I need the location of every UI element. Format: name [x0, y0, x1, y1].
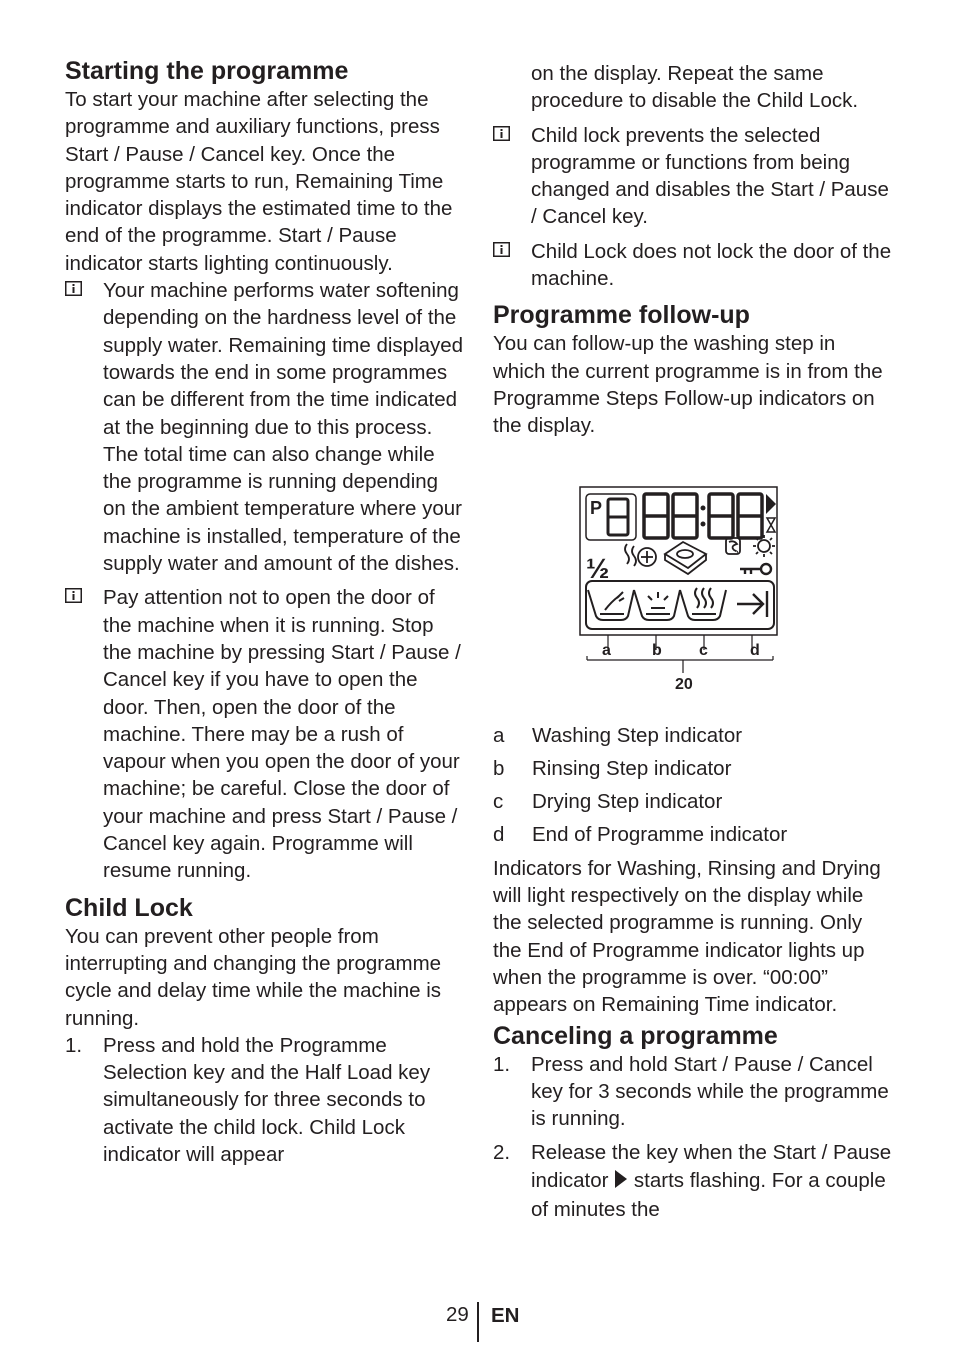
- starting-body: To start your machine after selecting the programme and auxiliary functions, press Start / Pause / Cancel key. Once the programme starts to run, Remaining Time indicator displays the estimated time to the end of the programme. Start / Pause indicator starts lighting continuously.: [65, 88, 453, 275]
- list-item: [65, 1032, 465, 1168]
- child-lock-body: You can prevent other people from interrupting and changing the programme cycle and delay time while the machine is running.: [65, 924, 442, 1030]
- display-panel-illustration: [493, 480, 893, 710]
- half-load-icon: ½: [586, 552, 610, 584]
- note: [65, 584, 465, 884]
- indicator-label-d: d: [750, 641, 760, 659]
- right-column: [493, 60, 893, 1223]
- legend-item: a Washing Step indicator: [493, 723, 743, 747]
- note-text: Pay attention not to open the door of the machine when it is running. Stop the machine by pressing Start / Pause / Cancel key if you have to open the door. Then, open the door of the machine. There may be a rush of vapour when you open the door of your machine; be careful. Close the door of your machine and press Start / Pause / Cancel key again. Programme will resume running.: [103, 586, 461, 883]
- indicator-number: 20: [675, 675, 693, 693]
- note-text: Child lock prevents the selected programme or functions from being changed and disables the Start / Pause / Cancel key.: [531, 123, 889, 229]
- legend-item: c Drying Step indicator: [493, 790, 723, 814]
- info-icon: [493, 126, 510, 141]
- continued-text: on the display. Repeat the same procedure to disable the Child Lock.: [531, 62, 859, 113]
- left-column: [65, 56, 465, 1168]
- indicators-text: Indicators for Washing, Rinsing and Drying will light respectively on the display while the selected programme is running. Only the End of Programme indicator lights up when the programme is over. “00:00” appears on Remaining Time indicator.: [493, 856, 881, 1017]
- follow-up-body: You can follow-up the washing step in which the current programme is in from the Programme Steps Follow-up indicators on the display.: [493, 332, 883, 438]
- indicator-label-b: b: [652, 641, 662, 659]
- list-item: 2. Release the key when the Start / Pause indicator starts flashing. For a couple of minutes the: [493, 1141, 892, 1222]
- indicator-label-a: a: [602, 641, 611, 659]
- info-icon: [493, 242, 510, 257]
- program-p-label: P: [590, 497, 603, 518]
- note: [65, 277, 465, 577]
- note-text: Your machine performs water softening depending on the hardness level of the supply water. Remaining time displayed towards the end in some programmes can be different from the time indicated at the beginning due to this process. The total time can also change while the programme is running depending on the ambient temperature where your machine is installed, temperature of the supply water and amount of the dishes.: [103, 279, 464, 576]
- info-icon: [65, 281, 82, 296]
- note: [493, 238, 893, 293]
- list-item: 1. Press and hold Start / Pause / Cancel key for 3 seconds while the programme is running.: [493, 1052, 889, 1131]
- legend-item: b Rinsing Step indicator: [493, 756, 732, 780]
- language-code: EN: [491, 1304, 520, 1327]
- play-icon: [614, 1169, 628, 1196]
- page-number: 29: [446, 1303, 469, 1326]
- starting-title: Starting the programme: [65, 57, 349, 85]
- list-number: 1.: [65, 1033, 83, 1057]
- follow-up-title: Programme follow-up: [493, 301, 750, 330]
- list-text: Press and hold the Programme Selection key and the Half Load key simultaneously for three seconds to activate the child lock. Child Lock indicator will appear: [103, 1033, 431, 1166]
- note: [493, 122, 893, 231]
- legend-list: [493, 722, 893, 849]
- display-diagram: [493, 480, 893, 710]
- footer-divider: [477, 1302, 479, 1342]
- legend-item: d End of Programme indicator: [493, 823, 788, 847]
- canceling-title: Canceling a programme: [493, 1021, 778, 1050]
- note-text: Child Lock does not lock the door of the machine.: [531, 239, 892, 291]
- child-lock-title: Child Lock: [65, 893, 193, 922]
- info-icon: [65, 588, 82, 603]
- indicator-label-c: c: [699, 641, 708, 659]
